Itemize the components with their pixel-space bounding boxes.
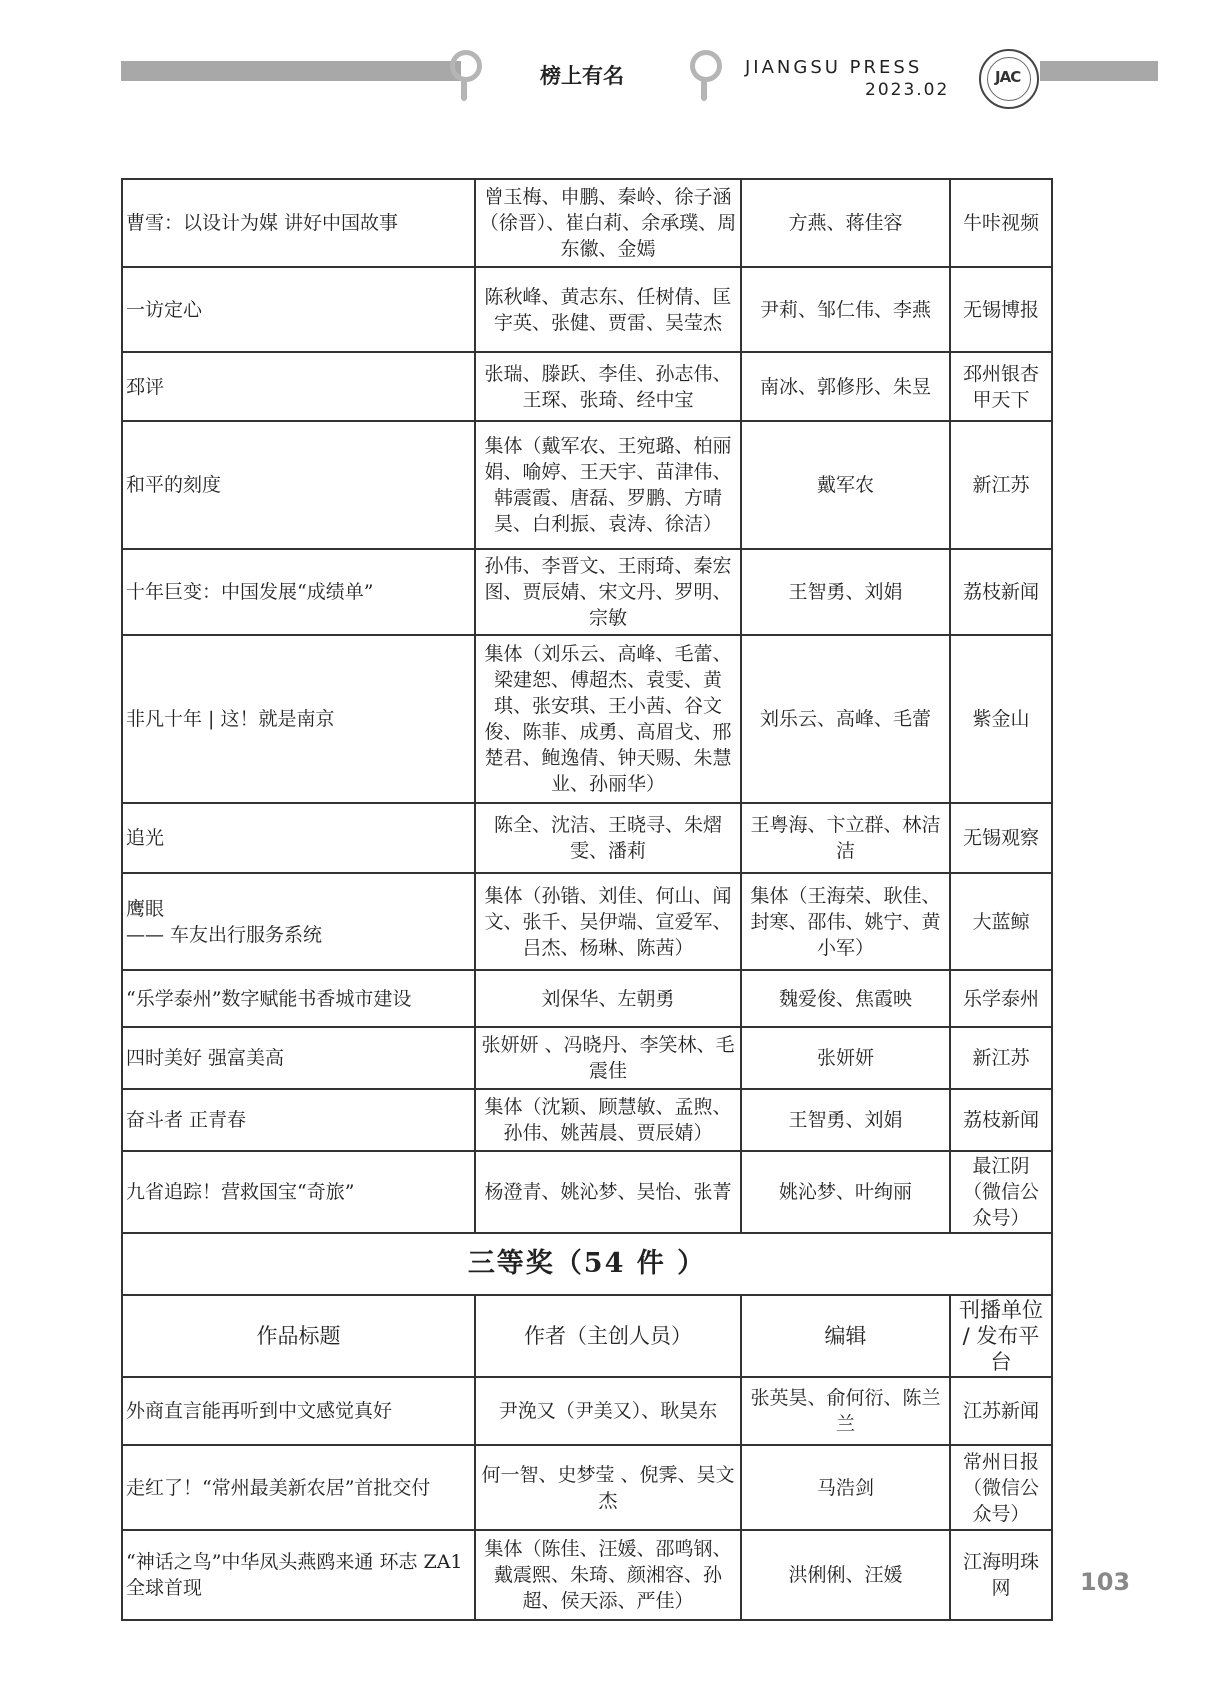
work-title: 和平的刻度 — [122, 421, 475, 549]
table-row — [122, 421, 1052, 549]
platform: 无锡观察 — [950, 803, 1052, 873]
issue-date: 2023.02 — [865, 80, 950, 100]
editors: 张英昊、俞何衍、陈兰兰 — [741, 1377, 950, 1445]
table-row — [122, 1027, 1052, 1089]
editors: 南冰、郭修彤、朱昱 — [741, 352, 950, 421]
work-title: 十年巨变：中国发展“成绩单” — [122, 549, 475, 635]
table-row — [122, 1530, 1052, 1620]
platform: 江海明珠网 — [950, 1530, 1052, 1620]
authors: 集体（孙锴、刘佳、何山、闻文、张千、吴伊端、宣爱军、吕杰、杨琳、陈茜） — [475, 873, 741, 970]
table-row — [122, 549, 1052, 635]
editors: 王智勇、刘娟 — [741, 549, 950, 635]
editors: 马浩剑 — [741, 1445, 950, 1530]
authors: 集体（戴军农、王宛璐、柏丽娟、喻婷、王天宇、苗津伟、韩震霞、唐磊、罗鹏、方晴昊、白利振、袁涛、徐洁） — [475, 421, 741, 549]
table-row — [122, 352, 1052, 421]
table-row — [122, 873, 1052, 970]
editors: 张妍妍 — [741, 1027, 950, 1089]
editors: 王粤海、卞立群、林洁洁 — [741, 803, 950, 873]
table-row — [122, 267, 1052, 352]
table-row — [122, 1089, 1052, 1151]
authors: 尹浼又（尹美又）、耿昊东 — [475, 1377, 741, 1445]
work-title: 走红了！“常州最美新农居”首批交付 — [122, 1445, 475, 1530]
column-header-editors: 编辑 — [741, 1295, 950, 1377]
column-header-authors: 作者（主创人员） — [475, 1295, 741, 1377]
page-number: 103 — [1080, 1568, 1131, 1596]
work-title: 非凡十年 | 这！就是南京 — [122, 635, 475, 803]
editors: 刘乐云、高峰、毛蕾 — [741, 635, 950, 803]
work-title: 四时美好 强富美高 — [122, 1027, 475, 1089]
authors: 张瑞、滕跃、李佳、孙志伟、王琛、张琦、经中宝 — [475, 352, 741, 421]
header-bar-left — [121, 61, 461, 81]
platform: 新江苏 — [950, 1027, 1052, 1089]
table-row — [122, 970, 1052, 1027]
authors: 陈全、沈洁、王晓寻、朱熠雯、潘莉 — [475, 803, 741, 873]
work-title: 曹雪：以设计为媒 讲好中国故事 — [122, 179, 475, 267]
table-row — [122, 635, 1052, 803]
seal-logo-icon: JAC — [979, 49, 1039, 109]
authors: 集体（陈佳、汪媛、邵鸣钢、戴震熙、朱琦、颜湘容、孙超、侯天添、严佳） — [475, 1530, 741, 1620]
table-row — [122, 1377, 1052, 1445]
authors: 孙伟、李晋文、王雨琦、秦宏图、贾辰婧、宋文丹、罗明、宗敏 — [475, 549, 741, 635]
editors: 王智勇、刘娟 — [741, 1089, 950, 1151]
header-bar-right — [1040, 61, 1158, 81]
table-row — [122, 803, 1052, 873]
platform: 邳州银杏甲天下 — [950, 352, 1052, 421]
authors: 集体（沈颖、顾慧敏、孟煦、孙伟、姚茜晨、贾辰婧） — [475, 1089, 741, 1151]
platform: 常州日报（微信公众号） — [950, 1445, 1052, 1530]
platform: 新江苏 — [950, 421, 1052, 549]
editors: 魏爱俊、焦霞映 — [741, 970, 950, 1027]
pin-icon — [450, 50, 482, 82]
platform: 最江阴（微信公众号） — [950, 1151, 1052, 1233]
table-row — [122, 1151, 1052, 1233]
authors: 曾玉梅、申鹏、秦岭、徐子涵（徐晋）、崔白莉、余承璞、周东徽、金嫣 — [475, 179, 741, 267]
work-title: 邳评 — [122, 352, 475, 421]
editors: 集体（王海荣、耿佳、封寒、邵伟、姚宁、黄小军） — [741, 873, 950, 970]
authors: 张妍妍 、冯晓丹、李笑林、毛震佳 — [475, 1027, 741, 1089]
section-title: 榜上有名 — [540, 64, 624, 88]
column-header-platform: 刊播单位 / 发布平台 — [950, 1295, 1052, 1377]
authors: 集体（刘乐云、高峰、毛蕾、梁建恕、傅超杰、袁雯、黄琪、张安琪、王小茜、谷文俊、陈菲、成勇、高眉戈、邢楚君、鲍逸倩、钟天赐、朱慧业、孙丽华） — [475, 635, 741, 803]
editors: 姚沁梦、叶绚丽 — [741, 1151, 950, 1233]
work-title — [122, 873, 475, 970]
platform: 江苏新闻 — [950, 1377, 1052, 1445]
authors: 何一智、史梦莹 、倪霁、吴文杰 — [475, 1445, 741, 1530]
platform: 无锡博报 — [950, 267, 1052, 352]
editors: 戴军农 — [741, 421, 950, 549]
authors: 刘保华、左朝勇 — [475, 970, 741, 1027]
work-title: 追光 — [122, 803, 475, 873]
work-title: 一访定心 — [122, 267, 475, 352]
platform: 大蓝鲸 — [950, 873, 1052, 970]
authors: 陈秋峰、黄志东、任树倩、匡宇英、张健、贾雷、吴莹杰 — [475, 267, 741, 352]
column-header-row — [122, 1295, 1052, 1377]
work-title: 奋斗者 正青春 — [122, 1089, 475, 1151]
table-row — [122, 179, 1052, 267]
platform: 荔枝新闻 — [950, 549, 1052, 635]
platform: 牛咔视频 — [950, 179, 1052, 267]
table-row — [122, 1445, 1052, 1530]
publication-name: JIANGSU PRESS — [745, 57, 923, 78]
authors: 杨澄青、姚沁梦、吴怡、张菁 — [475, 1151, 741, 1233]
work-title: 九省追踪！营救国宝“奇旅” — [122, 1151, 475, 1233]
work-title: “乐学泰州”数字赋能书香城市建设 — [122, 970, 475, 1027]
platform: 荔枝新闻 — [950, 1089, 1052, 1151]
editors: 尹莉、邹仁伟、李燕 — [741, 267, 950, 352]
column-header-title: 作品标题 — [122, 1295, 475, 1377]
awards-table — [121, 178, 1053, 1621]
work-title: 外商直言能再听到中文感觉真好 — [122, 1377, 475, 1445]
editors: 洪俐俐、汪媛 — [741, 1530, 950, 1620]
pin-icon — [690, 50, 722, 82]
third-prize-heading-row — [122, 1233, 1052, 1295]
work-title-main: 鹰眼 — [126, 897, 165, 920]
work-title-sub: —— 车友出行服务系统 — [126, 923, 323, 946]
platform: 乐学泰州 — [950, 970, 1052, 1027]
work-title: “神话之鸟”中华凤头燕鸥来通 环志 ZA1 全球首现 — [122, 1530, 475, 1620]
third-prize-heading: 三等奖（54 件 ） — [122, 1233, 1052, 1295]
editors: 方燕、蒋佳容 — [741, 179, 950, 267]
platform: 紫金山 — [950, 635, 1052, 803]
